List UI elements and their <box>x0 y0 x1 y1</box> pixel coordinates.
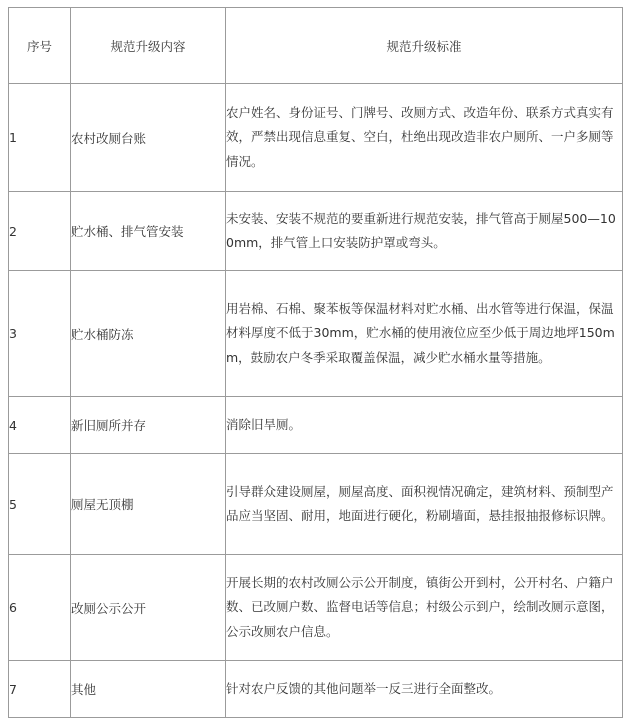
table-row <box>9 84 623 192</box>
row-item: 贮水桶防冻 <box>71 271 226 397</box>
row-index: 6 <box>9 555 71 661</box>
row-index: 3 <box>9 271 71 397</box>
row-standard: 用岩棉、石棉、聚苯板等保温材料对贮水桶、出水管等进行保温，保温材料厚度不低于30mm，贮水桶的使用液位应至少低于周边地坪150mm，鼓励农户冬季采取覆盖保温，减少贮水桶水量等措施。 <box>226 271 623 397</box>
row-index: 7 <box>9 661 71 718</box>
table-row <box>9 661 623 718</box>
row-standard: 开展长期的农村改厕公示公开制度，镇街公开到村，公开村名、户籍户数、已改厕户数、监督电话等信息；村级公示到户，绘制改厕示意图，公示改厕农户信息。 <box>226 555 623 661</box>
header-index: 序号 <box>9 8 71 84</box>
table-row <box>9 454 623 555</box>
table-row <box>9 397 623 454</box>
row-standard: 未安装、安装不规范的要重新进行规范安装，排气管高于厕屋500—100mm，排气管上口安装防护罩或弯头。 <box>226 192 623 271</box>
table-row <box>9 192 623 271</box>
header-standard: 规范升级标准 <box>226 8 623 84</box>
table-header-row <box>9 8 623 84</box>
row-item: 农村改厕台账 <box>71 84 226 192</box>
row-item: 改厕公示公开 <box>71 555 226 661</box>
row-index: 4 <box>9 397 71 454</box>
row-item: 厕屋无顶棚 <box>71 454 226 555</box>
row-standard: 针对农户反馈的其他问题举一反三进行全面整改。 <box>226 661 623 718</box>
row-index: 1 <box>9 84 71 192</box>
table-row <box>9 555 623 661</box>
table-row <box>9 271 623 397</box>
row-item: 新旧厕所并存 <box>71 397 226 454</box>
row-standard: 引导群众建设厕屋，厕屋高度、面积视情况确定，建筑材料、预制型产品应当坚固、耐用，地面进行硬化，粉刷墙面，悬挂报抽报修标识牌。 <box>226 454 623 555</box>
row-item: 其他 <box>71 661 226 718</box>
row-index: 2 <box>9 192 71 271</box>
header-item: 规范升级内容 <box>71 8 226 84</box>
row-item: 贮水桶、排气管安装 <box>71 192 226 271</box>
row-index: 5 <box>9 454 71 555</box>
row-standard: 农户姓名、身份证号、门牌号、改厕方式、改造年份、联系方式真实有效，严禁出现信息重复、空白，杜绝出现改造非农户厕所、一户多厕等情况。 <box>226 84 623 192</box>
upgrade-standards-table <box>8 7 623 718</box>
row-standard: 消除旧旱厕。 <box>226 397 623 454</box>
